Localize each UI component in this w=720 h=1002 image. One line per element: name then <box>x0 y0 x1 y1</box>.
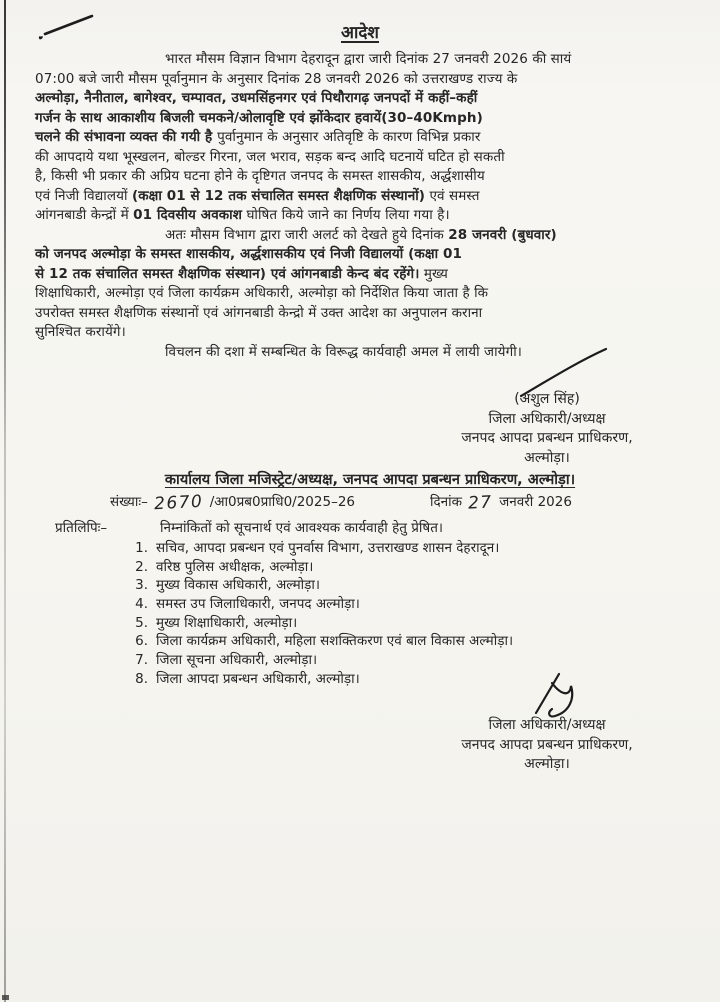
recipient-item: 7. जिला सूचना अधिकारी, अल्मोड़ा। <box>135 652 318 669</box>
issue-date <box>430 491 572 514</box>
recipient-list <box>132 539 513 689</box>
reference-number-row <box>0 491 720 515</box>
recipient-item: 8. जिला आपदा प्रबन्धन अधिकारी, अल्मोड़ा। <box>135 670 360 687</box>
signatory-role: जिला अधिकारी/अध्यक्ष <box>488 410 606 427</box>
signatory-name: (अंशुल सिंह) <box>514 391 580 407</box>
order-body <box>35 50 686 362</box>
number-suffix: /आ0प्रब0प्राधि0/2025–26 <box>209 494 356 510</box>
date-label: दिनांक <box>430 494 463 510</box>
order-line: विचलन की दशा में सम्बन्धित के विरूद्ध कार्यवाही अमल में लायी जायेगी। <box>165 343 523 360</box>
recipient-item: 6. जिला कार्यक्रम अधिकारी, महिला सशक्तिकरण एवं बाल विकास अल्मोड़ा। <box>135 633 514 650</box>
signatory-place: अल्मोड़ा। <box>524 449 570 466</box>
page-title: आदेश <box>341 23 379 43</box>
order-line: भारत मौसम विज्ञान विभाग देहरादून द्वारा जारी दिनांक 27 जनवरी 2026 की सायं <box>165 51 572 67</box>
reference-number <box>110 491 356 515</box>
date-suffix: जनवरी 2026 <box>499 494 572 510</box>
order-line: शिक्षाधिकारी, अल्मोड़ा एवं जिला कार्यक्रम अधिकारी, अल्मोड़ा को निर्देशित किया जाता है कि <box>35 285 489 301</box>
order-line: चलने की संभावना व्यक्त की गयी है पुर्वानुमान के अनुसार अतिवृष्टि के कारण विभिन्न प्रकार <box>35 129 481 145</box>
order-line: एवं निजी विद्यालयों (कक्षा 01 से 12 तक संचालित समस्त शैक्षणिक संस्थानों) एवं समस्त <box>35 187 480 204</box>
order-line: सुनिश्चित करायेंगे। <box>35 324 126 340</box>
order-line: है, किसी भी प्रकार की अप्रिय घटना होने के दृष्टिगत जनपद के समस्त शासकीय, अर्द्धशासीय <box>35 168 485 184</box>
order-line: से 12 तक संचालित समस्त शैक्षणिक संस्थान) एवं आंगनबाडी केन्द बंद रहेंगे। मुख्य <box>35 265 448 282</box>
copy-intro: निम्नांकितों को सूचनार्थ एवं आवश्यक कार्यवाही हेतु प्रेषित। <box>160 520 444 536</box>
signature-block-top <box>442 390 652 468</box>
signatory-place: अल्मोड़ा। <box>524 756 570 772</box>
recipient-item: 2. वरिष्ठ पुलिस अधीक्षक, अल्मोड़ा। <box>135 558 314 575</box>
order-line: अतः मौसम विभाग द्वारा जारी अलर्ट को देखते हुये दिनांक 28 जनवरी (बुधवार) <box>165 226 557 243</box>
date-value-handwritten: 27 <box>467 492 494 514</box>
order-line: उपरोक्त समस्त शैक्षणिक संस्थानों एवं आंगनबाडी केन्द्रो में उक्त आदेश का अनुपालन कराना <box>35 304 483 321</box>
scan-corner-mark <box>2 995 9 1000</box>
signatory-org: जनपद आपदा प्रबन्धन प्राधिकरण, <box>461 736 633 753</box>
recipient-item: 4. समस्त उप जिलाधिकारी, जनपद अल्मोड़ा। <box>135 596 360 613</box>
number-label: संख्याः– <box>110 494 148 510</box>
recipient-item: 3. मुख्य विकास अधिकारी, अल्मोड़ा। <box>135 577 321 594</box>
number-value-handwritten: 2670 <box>153 491 204 515</box>
recipient-item: 1. सचिव, आपदा प्रबन्धन एवं पुनर्वास विभाग, उत्तराखण्ड शासन देहरादून। <box>135 540 500 556</box>
signature-block-bottom <box>442 716 652 775</box>
order-line: अल्मोड़ा, नैनीताल, बागेश्वर, चम्पावत, उधमसिंहनगर एवं पिथौरागढ़ जनपदों में कहीं–कहीं <box>35 90 478 106</box>
order-line: गर्जन के साथ आकाशीय बिजली चमकने/ओलावृष्टि एवं झोंकेदार हवायें(30–40Kmph) <box>35 109 483 126</box>
order-line: आंगनबाडी केन्द्रों में 01 दिवसीय अवकाश घोषित किये जाने का निर्णय लिया गया है। <box>35 207 450 223</box>
order-line: की आपदाये यथा भूस्खलन, बोल्डर गिरना, जल भराव, सड़क बन्द आदि घटनायें घटित हो सकती <box>35 148 505 165</box>
signatory-role: जिला अधिकारी/अध्यक्ष <box>488 717 606 733</box>
copy-label: प्रतिलिपिः– <box>55 520 108 536</box>
signatory-org: जनपद आपदा प्रबन्धन प्राधिकरण, <box>461 430 633 446</box>
recipient-item: 5. मुख्य शिक्षाधिकारी, अल्मोड़ा। <box>135 614 298 631</box>
order-line: को जनपद अल्मोड़ा के समस्त शासकीय, अर्द्धशासकीय एवं निजी विद्यालयों (कक्षा 01 <box>35 246 462 262</box>
office-heading: कार्यालय जिला मजिस्ट्रेट/अध्यक्ष, जनपद आपदा प्रबन्धन प्राधिकरण, अल्मोड़ा। <box>164 472 576 488</box>
order-line: 07:00 बजे जारी मौसम पूर्वानुमान के अनुसार दिनांक 28 जनवरी 2026 को उत्तराखण्ड राज्य के <box>35 70 518 87</box>
